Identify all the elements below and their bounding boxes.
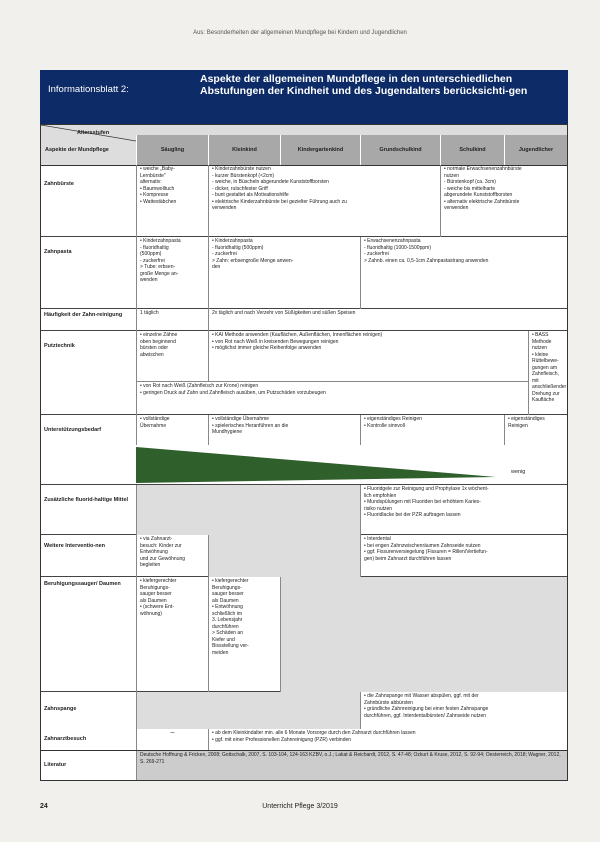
cell-zahnpasta-saeugling: • Kinderzahnpasta - fluoridhaltig (500ppm) - zuckerfrei > Tube: erbsen- große Menge an- wenden	[136, 237, 208, 309]
col-header-grundschulkind: Grundschulkind	[360, 135, 440, 165]
row-beruhigung	[41, 577, 567, 692]
cell-putztechnik-common: • von Rot nach Weiß (Zahnfleisch zur Krone) reinigen • geringen Druck auf Zahn und Zahnfleisch ausüben, um Putzschäden vorzubeugen	[136, 381, 528, 415]
cell-beruhigung-saeugling: • kiefergerechter Beruhigungs- sauger besser als Daumen • (schwere Ent- wöhnung)	[136, 577, 208, 692]
row-zahnbuerste	[41, 165, 567, 237]
row-label: Literatur	[44, 762, 67, 768]
cell-beruhigung-kleinkind: • kiefergerechter Beruhigungs- sauger besser als Daumen • Entwöhnung schließlich im 3. Lebensjahr durchführen > Schäden an Kiefer und Bissstellung ver- meiden	[208, 577, 280, 692]
row-haeufigkeit	[41, 309, 567, 331]
row-label: Zahnbürste	[44, 181, 74, 187]
row-zahnpasta	[41, 237, 567, 309]
corner-bottom-label: Aspekte der Mundpflege	[45, 147, 109, 153]
row-zahnarzt	[40, 729, 568, 751]
cell-unterstuetzung-schule: • eigenständiges Reinigen • Kontrolle sinnvoll	[360, 415, 504, 445]
info-banner	[40, 70, 568, 124]
support-wedge	[136, 447, 496, 483]
row-label: Zahnpasta	[44, 249, 72, 255]
row-label: Häufigkeit der Zahn-reinigung	[44, 312, 123, 318]
journal-name: Unterricht Pflege 3/2019	[262, 803, 338, 810]
col-header-jugendlicher: Jugendlicher	[504, 135, 567, 165]
wedge-label: wenig	[511, 469, 526, 475]
cell-literatur: Deutsche Hoffnung & Fricken, 2008; Gottschalk, 2007, S. 103-104, 124-163 KZBV, o.J.; Lakat & Reichardt, 2012, S. 47-48; Ozkurt & Kruse, 2012, S. 92-94; Oesterreich, 2018; Wagner, 2012, S. 269-271	[136, 751, 567, 780]
row-label: Weitere Interventio-nen	[44, 543, 106, 549]
row-fluorid	[41, 485, 567, 535]
cell-zahnspange: • die Zahnspange mit Wasser abspülen, ggf. mit der Zahnbürste abbürsten • gründliche Zahnreinigung bei einer festen Zahnspange durchführen, ggf. Interdentalbürsten/ Zahnseide nutzen	[360, 692, 567, 730]
cell-haeufigkeit-rest: 2x täglich und nach Verzehr von Süßigkeiten und süßen Speisen	[208, 309, 567, 331]
cell-zahnbuerste-saeugling: • weiche „Baby- Lernbürste" alternativ: • Baumwolltuch • Kompresse • Wattestäbchen	[136, 165, 208, 237]
col-header-saeugling: Säugling	[136, 135, 208, 165]
row-label: Zusätzliche fluorid-haltige Mittel	[44, 497, 129, 503]
cell-zahnspange-empty	[136, 692, 360, 730]
row-zahnspange	[41, 692, 567, 730]
row-label: Unterstützungsbedarf	[44, 427, 102, 433]
row-literatur	[40, 751, 568, 781]
row-label: Zahnarztbesuch	[44, 736, 87, 742]
banner-title: Aspekte der allgemeinen Mundpflege in den unterschiedlichen Abstufungen der Kindheit und des Jugendalters berücksichti-gen	[200, 73, 528, 97]
col-header-kindergartenkind: Kindergartenkind	[280, 135, 360, 165]
row-interventionen	[41, 535, 567, 577]
cell-fluorid-empty	[136, 485, 360, 535]
row-label: Putztechnik	[44, 343, 75, 349]
cell-interventionen-empty	[208, 535, 360, 577]
col-header-schulkind: Schulkind	[440, 135, 504, 165]
cell-zahnpasta-kinder: • Kinderzahnpasta - fluoridhaltig (500ppm) - zuckerfrei > Zahn: erbsengroße Menge anwen- den	[208, 237, 360, 309]
corner-top-label: Altersstufen	[77, 130, 110, 136]
row-label: Zahnspange	[44, 706, 77, 712]
info-table	[40, 124, 568, 752]
page-number: 24	[40, 803, 48, 810]
cell-unterstuetzung-saeugling: • vollständige Übernahme	[136, 415, 208, 445]
cell-unterstuetzung-kinder: • vollständige Übernahme • spielerisches Heranführen an die Mundhygiene	[208, 415, 360, 445]
cell-zahnarzt-rest: • ab dem Kleinkindalter min. alle 6 Monate Vorsorge durch den Zahnarzt durchführen lassen • ggf. mit einer Professionellen Zahnreinigung (PZR) verbinden	[208, 729, 567, 750]
cell-putztechnik-saeugling: • einzelne Zähne oben beginnend bürsten oder abwischen	[136, 331, 208, 381]
cell-zahnpasta-schule: • Erwachsenenzahnpasta - fluoridhaltig (1000-1500ppm) - zuckerfrei > Zahnb. einen ca. 0,5-1cm Zahnpastastrang anwenden	[360, 237, 567, 309]
cell-zahnbuerste-kinder: • Kinderzahnbürste nutzen - kurzer Bürstenkopf (<2cm) - weiche, in Büscheln abgerundete Kunststoffborsten - dicker, rutschfester Griff - bunt gestaltet als Motivationshilfe • elektrische Kinderzahnbürste bei gezielter Führung auch zu verwenden	[208, 165, 440, 237]
cell-putztechnik-bass: • BASS Methode nutzen • kleine Rüttelbewe- gungen am Zahnfleisch, mit anschließender Drehung zur Kaufläche	[528, 331, 567, 415]
cell-zahnarzt-saeugling: –	[136, 729, 208, 750]
cell-fluorid: • Fluoridgele zur Reinigung und Prophylaxe 1x wöchent- lich empfohlen • Mundspülungen mit Fluoriden bei erhöhtem Karies- risiko nutzen • Fluoridlacke bei der PZR auftragen lassen	[360, 485, 567, 535]
cell-zahnbuerste-schule: • normale Erwachsenenzahnbürste nutzen - Bürstenkopf (ca. 3cm) - weiche bis mittelharte abgerundete Kunststoffborsten • alternativ elektrische Zahnbürste verwenden	[440, 165, 567, 237]
cell-beruhigung-empty	[280, 577, 567, 692]
header-note: Aus: Besonderheiten der allgemeinen Mundpflege bei Kindern und Jugendlichen	[193, 30, 407, 36]
cell-interventionen-saeugling: • via Zahnarzt- besuch: Kinder zur Entwöhnung und zur Gewöhnung begleiten	[136, 535, 208, 577]
col-header-kleinkind: Kleinkind	[208, 135, 280, 165]
cell-interventionen-schule: • Interdental • bei engen Zahnzwischenräumen Zahnseide nutzen • ggf. Fissurenversiegelung (Fissuren = Rillen/Vertiefun- gen) beim Zahnarzt durchführen lassen	[360, 535, 567, 577]
cell-putztechnik-kai: • KAI Methode anwenden (Kauflächen, Außenflächen, Innenflächen reinigen) • von Rot nach Weiß in kreisenden Bewegungen reinigen • möglichst immer gleiche Reihenfolge anwenden	[208, 331, 528, 381]
banner-label: Informationsblatt 2:	[48, 84, 129, 95]
cell-unterstuetzung-jugend: • eigenständiges Reinigen	[504, 415, 567, 445]
row-label: Beruhigungssauger/ Daumen	[44, 581, 121, 587]
row-unterstuetzung	[41, 415, 567, 485]
row-putztechnik	[41, 331, 567, 415]
cell-haeufigkeit-saeugling: 1 täglich	[136, 309, 208, 331]
table-header	[41, 125, 567, 166]
